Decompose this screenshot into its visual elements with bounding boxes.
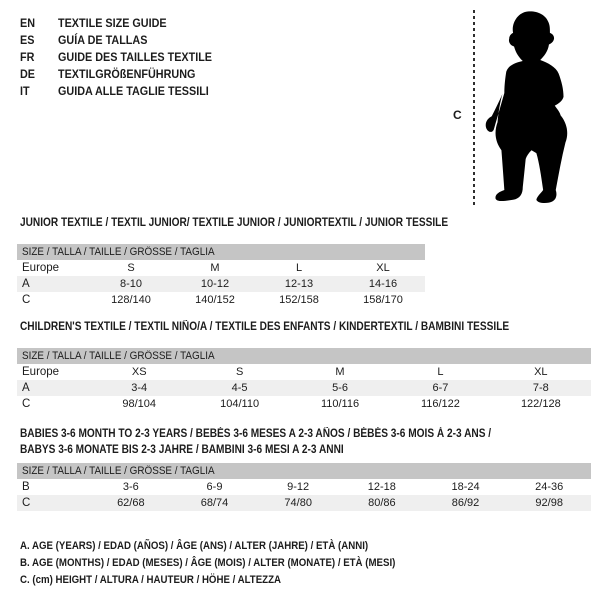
table-row [17, 276, 425, 292]
table-row [17, 364, 591, 380]
size-cell: 92/98 [535, 497, 563, 509]
language-row-de [20, 65, 229, 82]
size-cell: S [127, 262, 135, 274]
size-cell: 104/110 [220, 398, 260, 410]
table-row [17, 292, 425, 308]
language-code: IT [20, 83, 30, 98]
babies-size-table [17, 463, 591, 511]
language-row-fr [20, 48, 229, 65]
size-header-bar [17, 348, 591, 364]
junior-size-table [17, 244, 425, 308]
size-header-bar [17, 244, 425, 260]
size-cell: 122/128 [520, 398, 561, 410]
footnote-legend [20, 537, 447, 588]
size-cell: 152/158 [279, 294, 319, 306]
size-cell: 14-16 [368, 278, 398, 290]
language-code: DE [20, 66, 36, 81]
size-cell: M [335, 366, 345, 378]
size-cell: 6-7 [432, 382, 449, 394]
junior-section-title: JUNIOR TEXTILE / TEXTIL JUNIOR/ TEXTILE JUNIOR / JUNIORTEXTIL / JUNIOR TESSILE [20, 217, 449, 229]
guide-title-en: TEXTILE SIZE GUIDE [58, 15, 167, 30]
size-cell: 24-36 [535, 481, 564, 493]
table-row [17, 495, 591, 511]
language-code: ES [20, 32, 35, 47]
table-row [17, 260, 425, 276]
row-label: Europe [22, 366, 60, 378]
size-cell: 140/152 [195, 294, 235, 306]
size-cell: 62/68 [117, 497, 145, 509]
size-cell: L [437, 366, 444, 378]
language-row-es [20, 31, 229, 48]
language-code: EN [20, 15, 36, 30]
size-cell: M [210, 262, 220, 274]
size-cell: XL [534, 366, 548, 378]
childrens-size-table [17, 348, 591, 412]
language-code: FR [20, 49, 35, 64]
size-header-label: SIZE / TALLA / TAILLE / GRÖSSE / TAGLIA [22, 350, 215, 362]
size-cell: 116/122 [420, 398, 460, 410]
size-cell: 10-12 [200, 278, 230, 290]
size-cell: 4-5 [231, 382, 248, 394]
size-cell: 7-8 [532, 382, 549, 394]
language-row-it [20, 82, 229, 99]
size-cell: XL [376, 262, 390, 274]
size-cell: 3-6 [122, 481, 139, 493]
guide-title-es: GUÍA DE TALLAS [58, 32, 148, 47]
size-cell: 68/74 [200, 497, 229, 509]
size-cell: 158/170 [363, 294, 403, 306]
size-cell: 9-12 [287, 481, 310, 493]
size-cell: 80/86 [368, 497, 396, 509]
size-cell: 12-18 [367, 481, 396, 493]
guide-title-de: TEXTILGRÖßENFÜHRUNG [58, 66, 196, 81]
row-label: C [22, 497, 31, 509]
size-cell: 8-10 [119, 278, 143, 290]
size-cell: 12-13 [284, 278, 314, 290]
size-cell: 6-9 [206, 481, 223, 493]
size-cell: 110/116 [320, 398, 360, 410]
size-cell: 18-24 [451, 481, 480, 493]
size-cell: 74/80 [284, 497, 312, 509]
table-row [17, 380, 591, 396]
size-cell: 128/140 [111, 294, 151, 306]
row-label: Europe [22, 262, 60, 274]
footnote-c: C. (cm) HEIGHT / ALTURA / HAUTEUR / HÖHE / ALTEZZA [20, 573, 282, 586]
footnote-a: A. AGE (YEARS) / EDAD (AÑOS) / ÂGE (ANS) / ALTER (JAHRE) / ETÀ (ANNI) [20, 539, 369, 552]
size-cell: 86/92 [451, 497, 480, 509]
height-measure-dashed-line [473, 10, 475, 206]
row-label: A [22, 278, 30, 290]
babies-section-title: BABIES 3-6 MONTH TO 2-3 YEARS / BEBÉS 3-6 MESES A 2-3 AÑOS / BÉBÉS 3-6 MOIS À 2-3 ANS / BABYS 3-6 MONATE BIS 2-3 JAHRE / BAMBINI 3-6 MESI A 2-3 ANNI [20, 428, 492, 456]
language-title-list [20, 14, 229, 99]
row-label: C [22, 398, 31, 410]
row-label: A [22, 382, 30, 394]
language-row-en [20, 14, 229, 31]
size-header-bar [17, 463, 591, 479]
size-cell: L [295, 262, 303, 274]
size-cell: XS [131, 366, 147, 378]
size-cell: 98/104 [122, 398, 157, 410]
footnote-b: B. AGE (MONTHS) / EDAD (MESES) / ÂGE (MOIS) / ALTER (MONATE) / ETÀ (MESI) [20, 556, 396, 569]
guide-title-it: GUIDA ALLE TAGLIE TESSILI [58, 83, 209, 98]
table-row [17, 396, 591, 412]
size-cell: 3-4 [131, 382, 148, 394]
childrens-section-title: CHILDREN'S TEXTILE / TEXTIL NIÑO/A / TEXTILE DES ENFANTS / KINDERTEXTIL / BAMBINI TESSILE [20, 321, 510, 333]
row-label: C [22, 294, 31, 306]
toddler-silhouette-icon [483, 7, 580, 212]
table-row [17, 479, 591, 495]
size-cell: S [235, 366, 244, 378]
size-header-label: SIZE / TALLA / TAILLE / GRÖSSE / TAGLIA [22, 465, 215, 477]
guide-title-fr: GUIDE DES TAILLES TEXTILE [58, 49, 213, 64]
height-measure-label: C [453, 108, 462, 122]
size-cell: 5-6 [332, 382, 348, 394]
size-header-label: SIZE / TALLA / TAILLE / GRÖSSE / TAGLIA [22, 246, 215, 258]
row-label: B [22, 481, 30, 493]
